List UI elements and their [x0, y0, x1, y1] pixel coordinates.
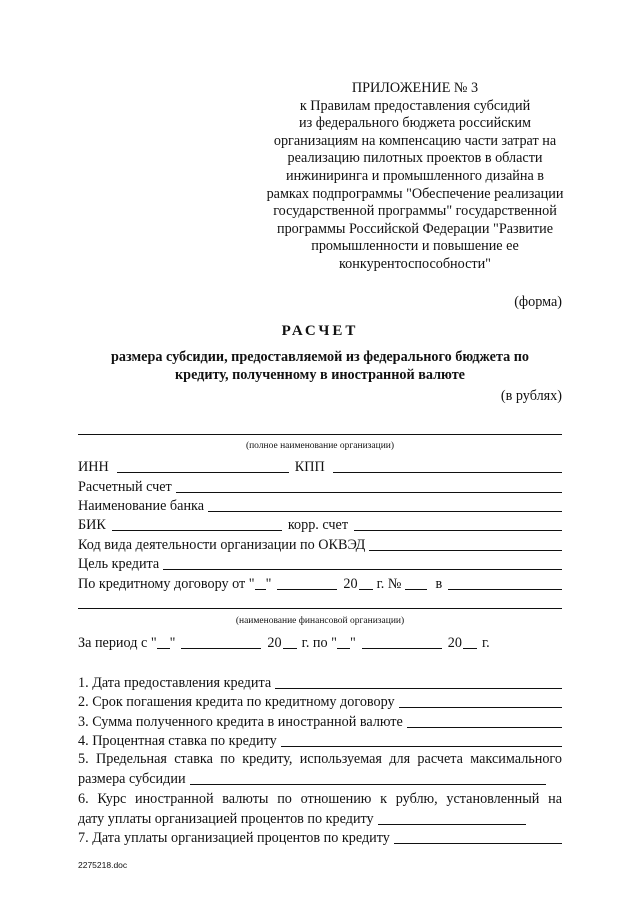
header-line: реализацию пилотных проектов в области	[287, 150, 543, 167]
account-row	[78, 478, 562, 496]
item-amount-row	[78, 713, 562, 731]
period-quote: "	[349, 635, 356, 651]
contract-day-field[interactable]	[255, 589, 266, 590]
fin-org-row	[78, 594, 562, 612]
bank-row	[78, 497, 562, 515]
inn-field[interactable]	[117, 472, 289, 473]
bik-label: БИК	[78, 517, 106, 533]
okved-label: Код вида деятельности организации по ОКВЭД	[78, 537, 366, 553]
item-max-rate-field[interactable]	[190, 784, 546, 785]
okved-field[interactable]	[369, 550, 562, 551]
period-row	[78, 634, 518, 652]
account-label: Расчетный счет	[78, 479, 172, 495]
corr-account-label: корр. счет	[287, 517, 349, 533]
account-field[interactable]	[176, 492, 562, 493]
period-from-day-field[interactable]	[157, 648, 170, 649]
item-credit-date-row	[78, 674, 562, 692]
bik-field[interactable]	[112, 530, 282, 531]
contract-row	[78, 575, 562, 593]
document-title: РАСЧЕТ	[281, 323, 359, 339]
period-to-month-field[interactable]	[362, 648, 442, 649]
item-repayment-row	[78, 693, 562, 711]
contract-month-field[interactable]	[277, 589, 337, 590]
item-amount-field[interactable]	[407, 727, 562, 728]
item-rate-label: 4. Процентная ставка по кредиту	[78, 733, 277, 749]
contract-number-field[interactable]	[405, 589, 427, 590]
header-line: промышленности и повышение ее	[311, 238, 519, 255]
contract-bank-field[interactable]	[448, 589, 562, 590]
document-subtitle-2: кредиту, полученному в иностранной валюте	[175, 367, 465, 383]
item-repayment-field[interactable]	[399, 707, 562, 708]
contract-in-label: в	[435, 576, 443, 592]
header-line: из федерального бюджета российским	[299, 115, 531, 132]
fin-org-caption: (наименование финансовой организации)	[235, 616, 405, 626]
item-amount-label: 3. Сумма полученного кредита в иностранной валюте	[78, 714, 403, 730]
okved-row	[78, 536, 562, 554]
kpp-label: КПП	[294, 459, 325, 475]
header-line: рамках подпрограммы "Обеспечение реализации	[266, 185, 564, 202]
item-rate-row	[78, 732, 562, 750]
contract-number-label: г. №	[376, 576, 402, 592]
period-from-year-label: 20	[267, 635, 282, 651]
period-to-label: г. по "	[301, 635, 337, 651]
item-repayment-label: 2. Срок погашения кредита по кредитному договору	[78, 694, 395, 710]
period-to-day-field[interactable]	[337, 648, 350, 649]
item-exchange-rate-line2: дату уплаты организацией процентов по кредиту	[78, 811, 374, 827]
form-label: (форма)	[514, 294, 562, 310]
inn-label: ИНН	[78, 459, 109, 475]
units-label: (в рублях)	[500, 388, 562, 404]
item-exchange-rate-line1: 6. Курс иностранной валюты по отношению к рублю, установленный на	[78, 791, 562, 807]
item-credit-date-field[interactable]	[275, 688, 562, 689]
org-name-row	[78, 420, 562, 438]
item-exchange-rate-field[interactable]	[378, 824, 526, 825]
org-name-caption: (полное наименование организации)	[245, 441, 395, 451]
period-from-year-field[interactable]	[283, 648, 297, 649]
header-line: программы Российской Федерации "Развитие	[276, 220, 553, 237]
contract-year-label: 20	[343, 576, 358, 592]
header-line: к Правилам предоставления субсидий	[299, 97, 531, 114]
contract-year-field[interactable]	[359, 589, 373, 590]
bik-row	[78, 516, 562, 534]
purpose-row	[78, 555, 562, 573]
appendix-header	[240, 80, 590, 274]
item-max-rate-row	[78, 770, 562, 788]
contract-label: По кредитному договору от "	[78, 576, 255, 592]
bank-field[interactable]	[208, 511, 562, 512]
header-line: организациям на компенсацию части затрат на	[273, 132, 557, 149]
period-from-label: За период с "	[78, 635, 157, 651]
period-end-label: г.	[481, 635, 490, 651]
item-rate-field[interactable]	[281, 746, 562, 747]
period-quote: "	[169, 635, 176, 651]
item-credit-date-label: 1. Дата предоставления кредита	[78, 675, 272, 691]
item-max-rate-line2: размера субсидии	[78, 771, 186, 787]
item-max-rate-line1: 5. Предельная ставка по кредиту, используемая для расчета максимального	[78, 751, 562, 767]
item-interest-date-row	[78, 829, 562, 847]
header-line: инжиниринга и промышленного дизайна в	[286, 167, 544, 184]
bank-label: Наименование банка	[78, 498, 205, 514]
document-subtitle-1: размера субсидии, предоставляемой из федерального бюджета по	[111, 349, 529, 365]
appendix-title: ПРИЛОЖЕНИЕ № 3	[351, 80, 479, 96]
purpose-label: Цель кредита	[78, 556, 160, 572]
kpp-field[interactable]	[333, 472, 562, 473]
item-interest-date-field[interactable]	[394, 843, 562, 844]
period-to-year-label: 20	[447, 635, 462, 651]
header-line: конкурентоспособности"	[339, 255, 491, 272]
corr-account-field[interactable]	[354, 530, 562, 531]
header-line: государственной программы" государственной	[273, 203, 557, 220]
org-name-field[interactable]	[78, 434, 562, 435]
period-to-year-field[interactable]	[463, 648, 477, 649]
document-filename: 2275218.doc	[78, 860, 128, 870]
item-exchange-rate-row	[78, 810, 562, 828]
purpose-field[interactable]	[163, 569, 562, 570]
contract-quote: "	[265, 576, 272, 592]
period-from-month-field[interactable]	[181, 648, 261, 649]
fin-org-field[interactable]	[78, 608, 562, 609]
item-interest-date-label: 7. Дата уплаты организацией процентов по кредиту	[78, 830, 390, 846]
inn-kpp-row	[78, 458, 562, 476]
